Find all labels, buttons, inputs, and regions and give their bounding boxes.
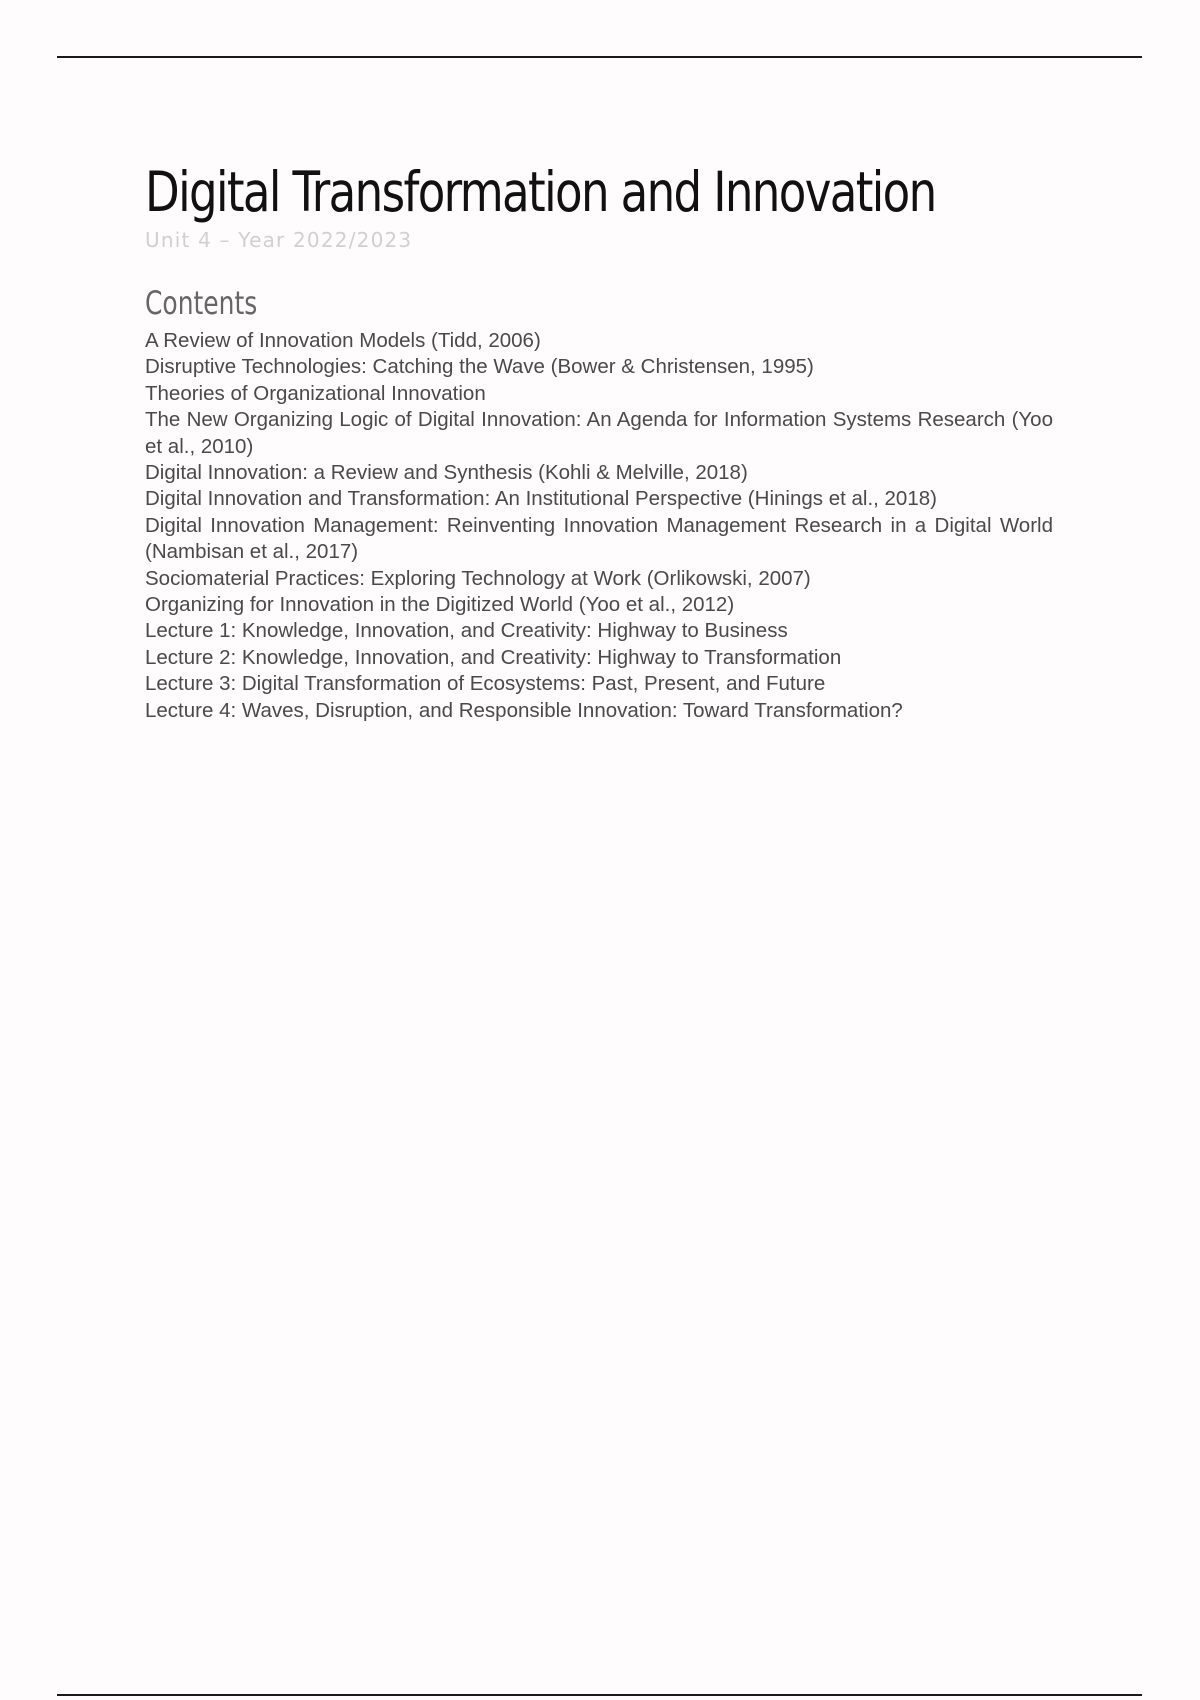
toc-entry[interactable]: Lecture 3: Digital Transformation of Ecosystems: Past, Present, and Future	[145, 672, 826, 696]
document-body	[145, 160, 1053, 724]
toc-entry[interactable]: Digital Innovation: a Review and Synthesis (Kohli & Melville, 2018)	[145, 461, 748, 485]
top-rule	[57, 56, 1142, 58]
toc-entry[interactable]: Sociomaterial Practices: Exploring Technology at Work (Orlikowski, 2007)	[145, 566, 811, 590]
toc-entry[interactable]: Lecture 2: Knowledge, Innovation, and Creativity: Highway to Transformation	[145, 645, 842, 669]
toc-entry[interactable]: The New Organizing Logic of Digital Innovation: An Agenda for Information Systems Research (Yoo et al., 2010)	[145, 408, 1053, 458]
contents-heading: Contents	[145, 284, 258, 322]
toc-entry[interactable]: Organizing for Innovation in the Digitized World (Yoo et al., 2012)	[145, 593, 735, 617]
toc-entry[interactable]: Theories of Organizational Innovation	[145, 381, 486, 405]
table-of-contents	[145, 328, 1053, 724]
toc-entry[interactable]: Digital Innovation and Transformation: An Institutional Perspective (Hinings et al., 2018)	[145, 487, 937, 511]
toc-entry[interactable]: A Review of Innovation Models (Tidd, 2006)	[145, 329, 541, 352]
bottom-rule	[57, 1694, 1142, 1696]
document-subtitle: Unit 4 – Year 2022/2023	[145, 228, 413, 252]
toc-entry[interactable]: Lecture 4: Waves, Disruption, and Responsible Innovation: Toward Transformation?	[145, 698, 903, 722]
document-title: Digital Transformation and Innovation	[145, 160, 936, 224]
toc-entry[interactable]: Lecture 1: Knowledge, Innovation, and Creativity: Highway to Business	[145, 619, 788, 643]
toc-entry[interactable]: Digital Innovation Management: Reinventing Innovation Management Research in a Digital World (Nambisan et al., 2017)	[145, 513, 1053, 564]
toc-entry[interactable]: Disruptive Technologies: Catching the Wave (Bower & Christensen, 1995)	[145, 355, 814, 379]
